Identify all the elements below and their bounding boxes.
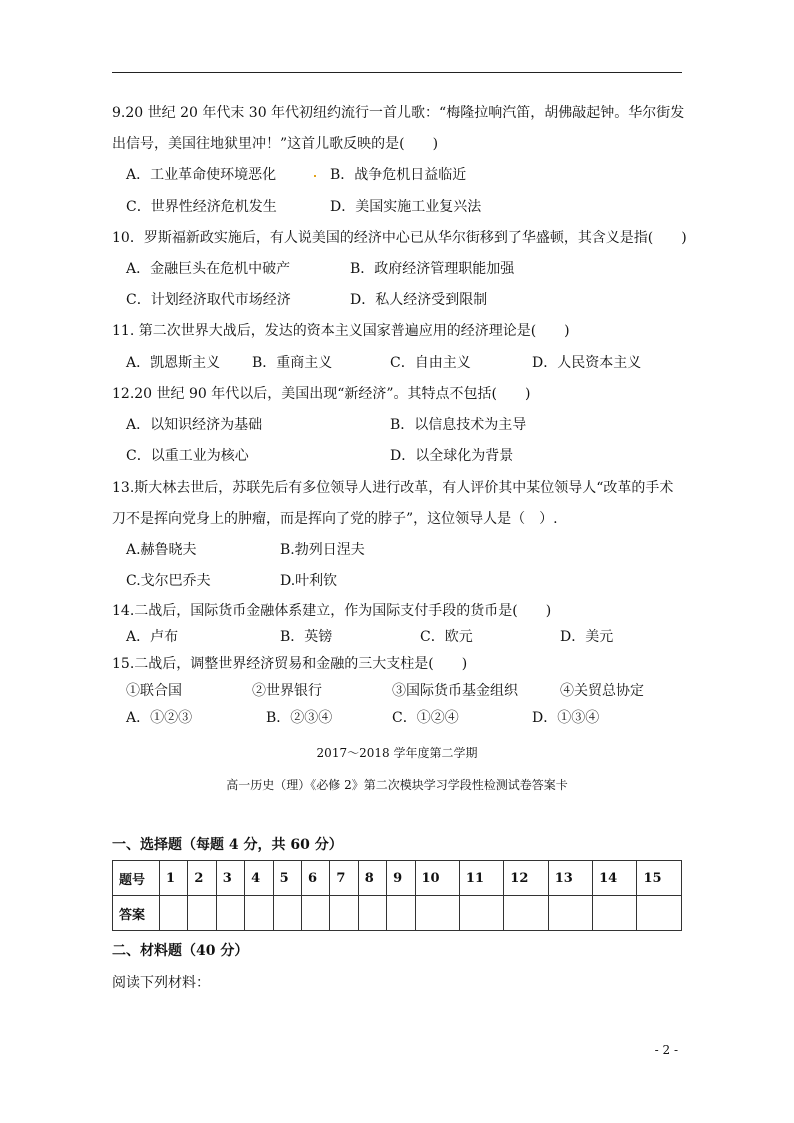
answer-cell[interactable]: [415, 896, 459, 931]
q11-option-a: A．凯恩斯主义: [126, 355, 221, 371]
q15-option-c: C．①②④: [392, 710, 459, 726]
q15-option-d: D．①③④: [532, 710, 600, 726]
answer-cell[interactable]: [273, 896, 301, 931]
q14-stem: 14.二战后，国际货币金融体系建立，作为国际支付手段的货币是( ): [112, 603, 552, 619]
answer-cell[interactable]: [216, 896, 244, 931]
answer-table-number-row: [113, 861, 682, 896]
answer-cell[interactable]: [188, 896, 216, 931]
number-cell: 13: [548, 861, 592, 896]
q10-option-d: D．私人经济受到限制: [350, 292, 488, 308]
number-cell: 6: [301, 861, 329, 896]
q13-option-d: D.叶利钦: [280, 573, 338, 589]
q13-option-a: A.赫鲁晓夫: [126, 542, 197, 558]
q11-stem: 11. 第二次世界大战后，发达的资本主义国家普遍应用的经济理论是( ): [112, 323, 570, 339]
answer-cell[interactable]: [387, 896, 415, 931]
q14-option-c: C．欧元: [420, 629, 473, 645]
answer-cell[interactable]: [301, 896, 329, 931]
number-cell: 3: [216, 861, 244, 896]
answer-cell[interactable]: [245, 896, 273, 931]
answer-table: [112, 860, 682, 931]
answer-table-row1-label: 题号: [113, 861, 160, 896]
q10-stem: 10．罗斯福新政实施后，有人说美国的经济中心已从华尔街移到了华盛顿，其含义是指( ): [112, 230, 687, 246]
q14-option-b: B．英镑: [280, 629, 333, 645]
number-cell: 4: [245, 861, 273, 896]
read-prompt: 阅读下列材料：: [112, 975, 210, 991]
q15-item-4: ④关贸总协定: [560, 683, 644, 699]
answer-cell[interactable]: [504, 896, 548, 931]
number-cell: 10: [415, 861, 459, 896]
q11-option-b: B．重商主义: [252, 355, 333, 371]
q13-option-b: B.勃列日涅夫: [280, 542, 365, 558]
stray-mark: [314, 175, 316, 177]
q12-option-b: B．以信息技术为主导: [390, 417, 527, 433]
answer-cell[interactable]: [548, 896, 592, 931]
number-cell: 12: [504, 861, 548, 896]
q10-option-a: A．金融巨头在危机中破产: [126, 261, 291, 277]
q10-option-b: B．政府经济管理职能加强: [350, 261, 515, 277]
number-cell: 2: [188, 861, 216, 896]
number-cell: 7: [330, 861, 358, 896]
q10-option-c: C．计划经济取代市场经济: [126, 292, 291, 308]
q14-option-a: A．卢布: [126, 629, 179, 645]
q9-option-a: A．工业革命使环境恶化: [126, 167, 277, 183]
answer-table-answer-row: [113, 896, 682, 931]
q13-stem-line1: 13.斯大林去世后，苏联先后有多位领导人进行改革，有人评价其中某位领导人“改革的手术: [112, 480, 674, 496]
q12-option-d: D．以全球化为背景: [390, 448, 514, 464]
q9-stem-line2: 出信号，美国往地狱里冲！”这首儿歌反映的是( ): [112, 136, 439, 152]
q15-option-a: A．①②③: [126, 710, 193, 726]
q9-option-d: D．美国实施工业复兴法: [330, 199, 482, 215]
number-cell: 5: [273, 861, 301, 896]
q15-item-3: ③国际货币基金组织: [392, 683, 518, 699]
answer-card-year-title: 2017～2018 学年度第二学期: [316, 746, 478, 760]
q12-option-a: A．以知识经济为基础: [126, 417, 263, 433]
q15-stem: 15.二战后，调整世界经济贸易和金融的三大支柱是( ): [112, 656, 468, 672]
answer-cell[interactable]: [358, 896, 386, 931]
header-rule: [112, 72, 682, 73]
section1-title: 一、选择题（每题 4 分，共 60 分）: [112, 837, 343, 853]
q9-stem-line1: 9.20 世纪 20 年代末 30 年代初纽约流行一首儿歌：“梅隆拉响汽笛，胡佛敲起钟。华尔街发: [112, 105, 685, 121]
number-cell: 9: [387, 861, 415, 896]
answer-cell[interactable]: [330, 896, 358, 931]
q15-item-1: ①联合国: [126, 683, 182, 699]
answer-cell[interactable]: [160, 896, 188, 931]
q9-option-b: B．战争危机日益临近: [330, 167, 467, 183]
number-cell: 8: [358, 861, 386, 896]
number-cell: 14: [593, 861, 637, 896]
q11-option-c: C．自由主义: [390, 355, 471, 371]
number-cell: 11: [459, 861, 503, 896]
answer-cell[interactable]: [637, 896, 682, 931]
answer-cell[interactable]: [459, 896, 503, 931]
q13-option-c: C.戈尔巴乔夫: [126, 573, 211, 589]
q15-item-2: ②世界银行: [252, 683, 322, 699]
answer-card-subtitle: 高一历史（理）《必修 2》第二次模块学习学段性检测试卷答案卡: [226, 778, 568, 792]
q12-option-c: C．以重工业为核心: [126, 448, 249, 464]
q9-option-c: C．世界性经济危机发生: [126, 199, 277, 215]
page-number: - 2 -: [654, 1043, 678, 1057]
number-cell: 1: [160, 861, 188, 896]
q15-option-b: B．②③④: [266, 710, 333, 726]
q11-option-d: D．人民资本主义: [532, 355, 642, 371]
q13-stem-line2: 刀不是挥向党身上的肿瘤，而是挥向了党的脖子”，这位领导人是（ ）.: [112, 511, 558, 527]
answer-table-row2-label: 答案: [113, 896, 160, 931]
q14-option-d: D．美元: [560, 629, 614, 645]
number-cell: 15: [637, 861, 682, 896]
q12-stem: 12.20 世纪 90 年代以后，美国出现“新经济”。其特点不包括( ): [112, 386, 531, 402]
section2-title: 二、材料题（40 分）: [112, 943, 249, 959]
answer-cell[interactable]: [593, 896, 637, 931]
